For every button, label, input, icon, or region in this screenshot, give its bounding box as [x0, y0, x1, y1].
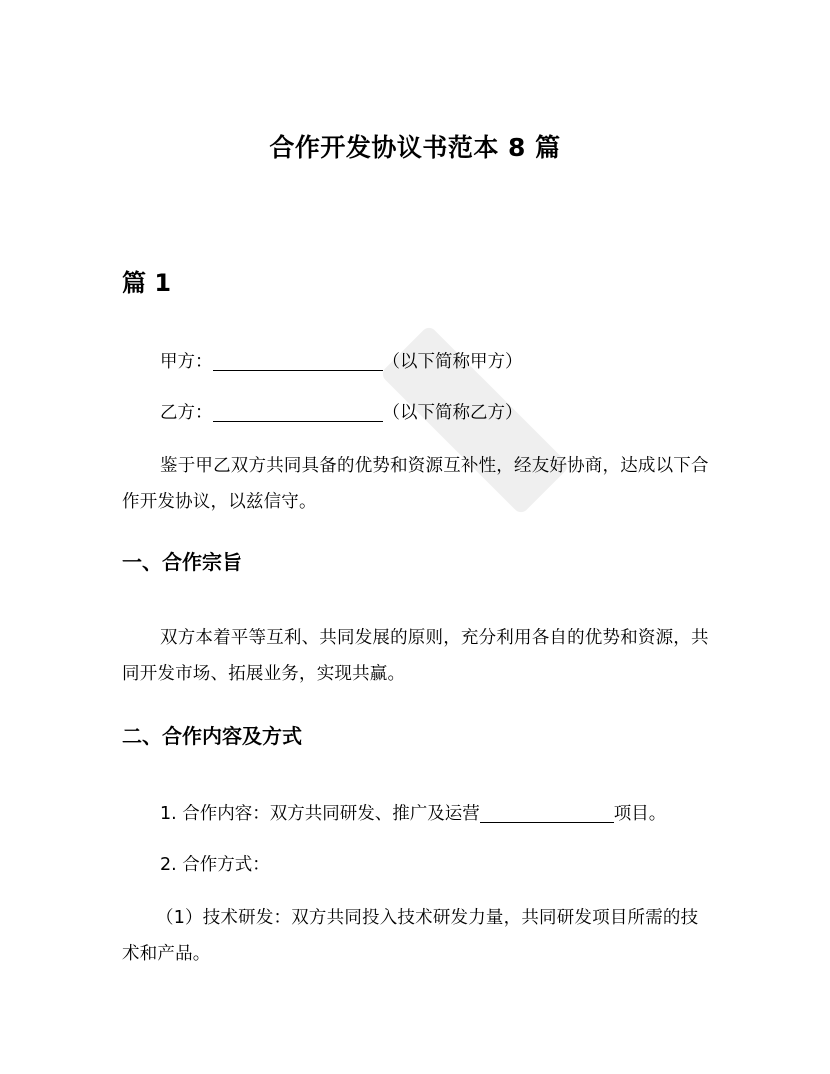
section-label: 篇 1 — [122, 269, 172, 297]
party-a-note: （以下简称甲方） — [382, 352, 523, 372]
part2-heading: 二、合作内容及方式 — [122, 724, 302, 748]
party-b-line — [160, 395, 523, 431]
party-b-label: 乙方： — [160, 403, 213, 423]
part2-sub1: （1）技术研发：双方共同投入技术研发力量，共同研发项目所需的技术和产品。 — [122, 908, 699, 964]
party-a-line — [160, 344, 523, 380]
party-b-note: （以下简称乙方） — [382, 403, 523, 423]
party-a-blank — [213, 352, 383, 371]
part2-item1-suffix: 项目。 — [613, 804, 667, 824]
part1-body: 双方本着平等互利、共同发展的原则，充分利用各自的优势和资源，共同开发市场、拓展业务，实现共赢。 — [122, 628, 709, 684]
part2-item2: 2. 合作方式： — [160, 855, 270, 875]
preamble-paragraph: 鉴于甲乙双方共同具备的优势和资源互补性，经友好协商，达成以下合作开发协议，以兹信守。 — [122, 456, 709, 512]
part1-heading: 一、合作宗旨 — [122, 550, 242, 574]
part2-item1 — [160, 796, 666, 832]
document-title: 合作开发协议书范本 8 篇 — [269, 133, 561, 162]
party-a-label: 甲方： — [160, 352, 213, 372]
part2-item1-prefix: 1. 合作内容：双方共同研发、推广及运营 — [160, 804, 480, 824]
party-b-blank — [213, 403, 383, 422]
part2-item1-blank — [480, 804, 614, 823]
